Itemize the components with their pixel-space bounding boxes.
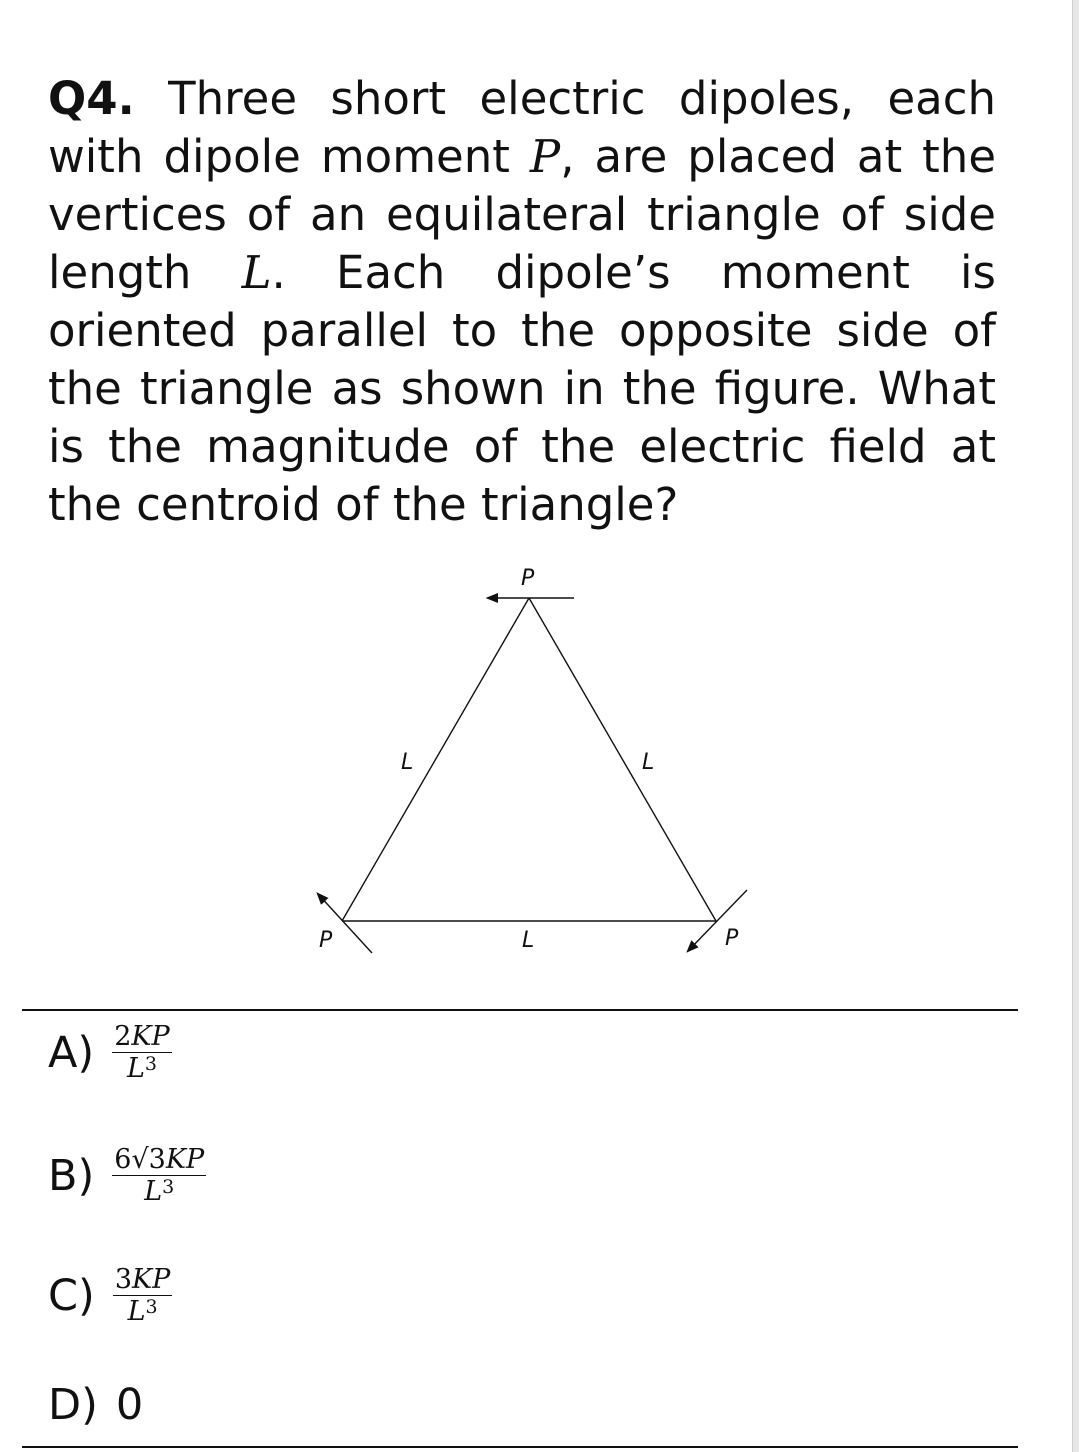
question-text-part2: , are placed at the vertices of an equilateral triangle of side length: [48, 130, 996, 299]
label-side-right-l: L: [642, 750, 655, 775]
option-a-label: A): [48, 1027, 95, 1078]
question-text-part1: Three short electric dipoles, each with dipole moment: [48, 72, 996, 183]
option-a-den-base: L: [126, 1053, 145, 1084]
option-a-num-coef: 2: [114, 1021, 132, 1052]
option-d[interactable]: [48, 1380, 143, 1430]
option-c-num-coef: 3: [114, 1264, 132, 1295]
label-bottom-right-p: P: [725, 926, 739, 951]
option-c-label: C): [48, 1270, 95, 1321]
side-left: [342, 598, 529, 921]
option-a-den-exp: 3: [144, 1053, 157, 1075]
option-b-fraction: [112, 1145, 206, 1206]
label-top-p: P: [521, 566, 535, 591]
option-b-den-base: L: [144, 1176, 163, 1207]
option-d-value: 0: [115, 1380, 144, 1430]
option-c-num-vars: KP: [132, 1264, 171, 1295]
label-side-bottom-l: L: [522, 928, 535, 953]
option-a-fraction: [112, 1022, 172, 1083]
option-a[interactable]: [48, 1022, 172, 1083]
option-c-den-base: L: [127, 1296, 146, 1327]
dipole-triangle-figure: [300, 555, 760, 970]
option-b-den-exp: 3: [162, 1176, 175, 1198]
option-c-den-exp: 3: [145, 1296, 158, 1318]
option-b-num-coef: 6√3: [114, 1144, 166, 1175]
var-moment: P: [529, 130, 561, 183]
option-a-num-vars: KP: [131, 1021, 170, 1052]
label-side-left-l: L: [401, 750, 414, 775]
side-right: [529, 598, 716, 921]
option-c[interactable]: [48, 1265, 172, 1326]
option-d-label: D): [48, 1380, 98, 1430]
option-b-label: B): [48, 1150, 95, 1201]
divider-top: [22, 1009, 1018, 1011]
question-text-part3: . Each dipole’s moment is oriented parallel to the opposite side of the triangle as shown in the figure. What is the magnitude of the electric field at the centroid of the triangle?: [48, 246, 996, 531]
option-b[interactable]: [48, 1145, 206, 1206]
label-bottom-left-p: P: [319, 928, 333, 953]
question-number: Q4.: [48, 72, 135, 125]
divider-bottom: [22, 1446, 1018, 1448]
var-side: L: [241, 246, 272, 299]
question-text: [48, 70, 996, 534]
option-c-fraction: [113, 1265, 173, 1326]
option-b-num-vars: KP: [165, 1144, 205, 1175]
page-edge: [1072, 0, 1079, 1452]
